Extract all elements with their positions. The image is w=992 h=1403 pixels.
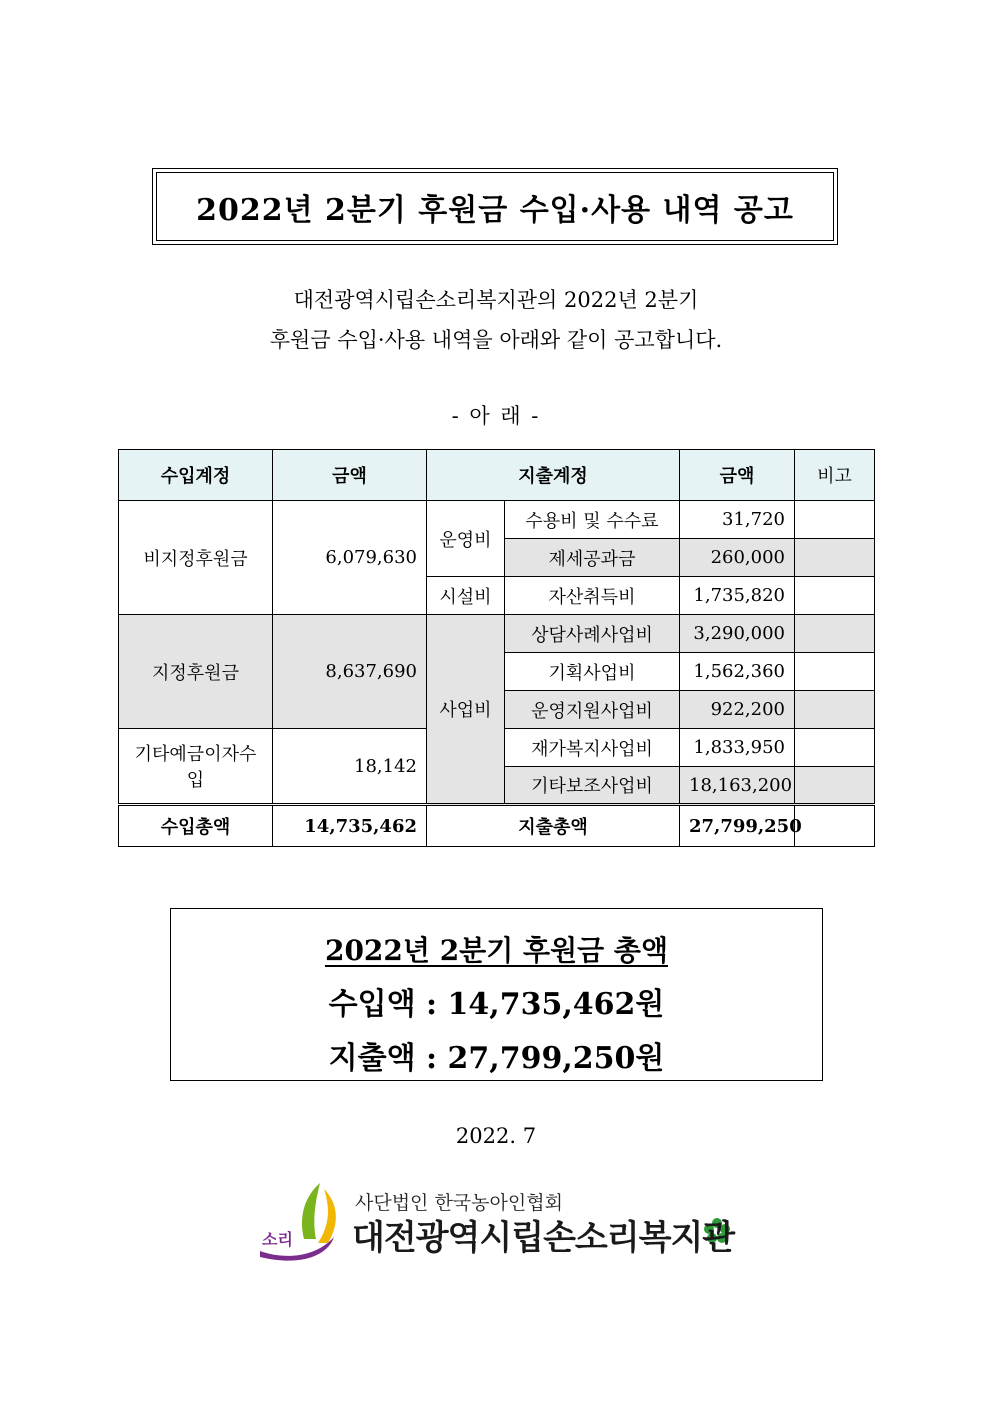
intro-line-2: 후원금 수입·사용 내역을 아래와 같이 공고합니다. <box>269 328 723 352</box>
expense-amount-cell: 31,720 <box>680 501 795 539</box>
expense-amount-cell: 1,735,820 <box>680 577 795 615</box>
expense-total-label: 지출총액 <box>427 805 680 847</box>
page-title: 2022년 2분기 후원금 수입·사용 내역 공고 <box>156 172 834 241</box>
summary-box <box>170 908 823 1081</box>
income-amount-cell: 8,637,690 <box>273 615 427 729</box>
expense-group-cell: 사업비 <box>427 615 505 805</box>
note-cell <box>795 767 875 805</box>
header-expense-account: 지출계정 <box>427 450 680 501</box>
note-cell <box>795 653 875 691</box>
expense-amount-cell: 1,562,360 <box>680 653 795 691</box>
expense-item-cell: 기획사업비 <box>505 653 680 691</box>
note-cell <box>795 539 875 577</box>
income-account-cell: 기타예금이자수입 <box>119 729 273 805</box>
income-amount-cell: 18,142 <box>273 729 427 805</box>
summary-expense: 지출액 : 27,799,250원 <box>328 1041 665 1076</box>
table-header-row <box>119 450 875 501</box>
expense-item-cell: 수용비 및 수수료 <box>505 501 680 539</box>
income-total-label: 수입총액 <box>119 805 273 847</box>
expense-item-cell: 운영지원사업비 <box>505 691 680 729</box>
expense-item-cell: 제세공과금 <box>505 539 680 577</box>
income-total-value: 14,735,462 <box>273 805 427 847</box>
intro-line-1: 대전광역시립손소리복지관의 2022년 2분기 <box>293 288 699 312</box>
income-account-cell: 비지정후원금 <box>119 501 273 615</box>
expense-group-cell: 시설비 <box>427 577 505 615</box>
summary-title: 2022년 2분기 후원금 총액 <box>324 934 669 967</box>
table-row <box>119 501 875 539</box>
expense-amount-cell: 1,833,950 <box>680 729 795 767</box>
donation-table <box>118 449 875 847</box>
expense-item-cell: 상담사례사업비 <box>505 615 680 653</box>
document-date: 2022. 7 <box>455 1124 537 1148</box>
expense-amount-cell: 18,163,200 <box>680 767 795 805</box>
expense-item-cell: 재가복지사업비 <box>505 729 680 767</box>
note-cell <box>795 691 875 729</box>
expense-group-cell: 운영비 <box>427 501 505 577</box>
summary-income: 수입액 : 14,735,462원 <box>328 987 665 1022</box>
expense-amount-cell: 922,200 <box>680 691 795 729</box>
header-expense-amount: 금액 <box>680 450 795 501</box>
section-label: - 아 래 - <box>451 404 541 428</box>
income-account-cell: 지정후원금 <box>119 615 273 729</box>
note-cell <box>795 729 875 767</box>
expense-item-cell: 자산취득비 <box>505 577 680 615</box>
note-cell <box>795 577 875 615</box>
header-income-amount: 금액 <box>273 450 427 501</box>
title-box <box>152 168 838 245</box>
expense-total-value: 27,799,250 <box>680 805 795 847</box>
header-note: 비고 <box>795 450 875 501</box>
header-income-account: 수입계정 <box>119 450 273 501</box>
table-total-row <box>119 805 875 847</box>
table-row <box>119 615 875 653</box>
note-cell <box>795 805 875 847</box>
note-cell <box>795 615 875 653</box>
income-amount-cell: 6,079,630 <box>273 501 427 615</box>
expense-amount-cell: 260,000 <box>680 539 795 577</box>
org-parent: 사단법인 한국농아인협회 <box>355 1192 563 1214</box>
expense-item-cell: 기타보조사업비 <box>505 767 680 805</box>
logo-text: 소리 <box>262 1230 293 1249</box>
note-cell <box>795 501 875 539</box>
expense-amount-cell: 3,290,000 <box>680 615 795 653</box>
org-name: 대전광역시립손소리복지관 <box>352 1218 735 1258</box>
